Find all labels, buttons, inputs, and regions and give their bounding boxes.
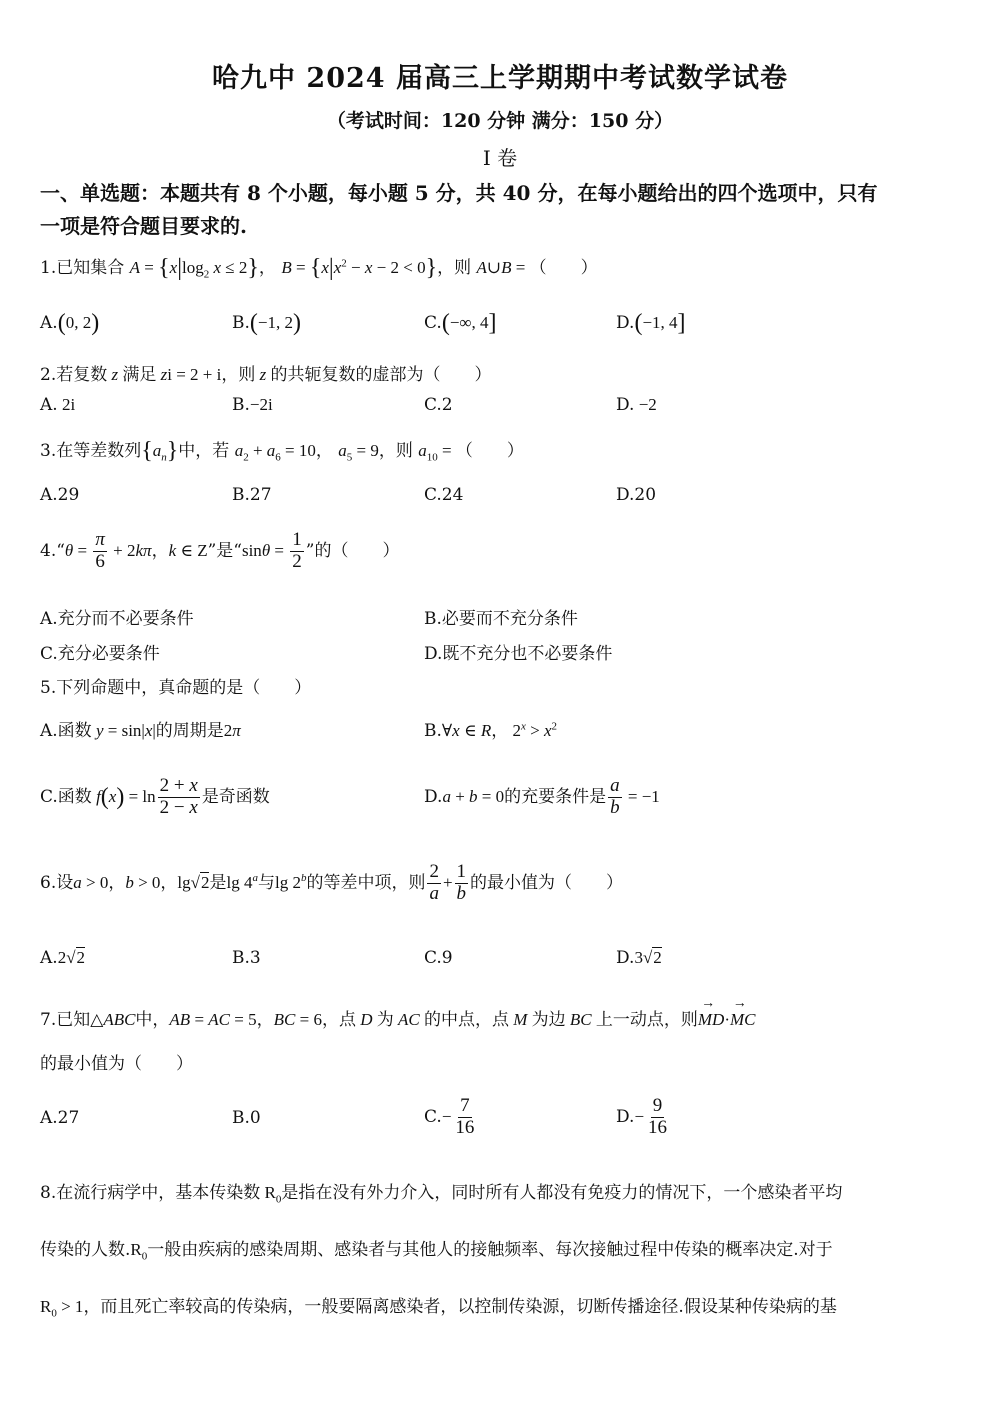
q5-option-c: C.函数 f(x) = ln $\frac{2 + x}{2 - x}$ 是奇函数 — [40, 775, 270, 818]
q1-option-d: D.(−1, 4] — [616, 310, 686, 336]
q1-option-a: A.(0, 2) — [40, 310, 100, 336]
q2-option-a: A. 2i — [40, 395, 76, 415]
exam-subtitle: （考试时间：120 分钟 满分：150 分） — [326, 110, 674, 132]
question-2: 2.若复数 z 满足 zi = 2 + i，则 z 的共轭复数的虚部为（ ） — [40, 365, 492, 385]
q6-option-b: B.3 — [232, 948, 261, 968]
exam-title: 哈九中 2024 届高三上学期期中考试数学试卷 — [212, 63, 788, 94]
q4-option-c: C.充分必要条件 — [40, 644, 160, 664]
q4-option-d: D.既不充分也不必要条件 — [424, 644, 613, 664]
q6-option-c: C.9 — [424, 948, 453, 968]
q4-option-b: B.必要而不充分条件 — [424, 609, 578, 629]
q4-option-a: A.充分而不必要条件 — [40, 609, 194, 629]
q6-option-d: D.3√2 — [616, 948, 662, 968]
q1-option-c: C.(−∞, 4] — [424, 310, 497, 336]
q2-option-b: B.−2i — [232, 395, 273, 415]
q3-option-c: C.24 — [424, 485, 464, 505]
q5-option-d: D.a + b = 0的充要条件是 $\frac{a}{b}$ = −1 — [424, 775, 660, 818]
q2-option-c: C.2 — [424, 395, 453, 415]
section-heading-line2: 一项是符合题目要求的. — [40, 214, 247, 238]
question-8-line3: $R_0 > 1$，而且死亡率较高的传染病，一般要隔离感染者，以控制传染源，切断传播途径.假设某种传染病的基 — [40, 1297, 837, 1320]
q1-option-b: B.(−1, 2) — [232, 310, 301, 336]
question-4: 4.“θ = $\frac{\pi}{6}$ + 2kπ，k ∈ Z”是“sinθ = $\frac{1}{2}$ ”的（ ） — [40, 529, 400, 572]
question-8-line1: 8.在流行病学中，基本传染数 $R_0$是指在没有外力介入，同时所有人都没有免疫力的情况下，一个感染者平均 — [40, 1183, 843, 1206]
question-6: 6.设a > 0，b > 0，lg√2是lg 4$^a$与lg 2$^b$的等差中项，则 $\frac{2}{a}$ + $\frac{1}{b}$ 的最小值为（ ） — [40, 861, 624, 904]
q7-option-c: C.− $\frac{7}{16}$ — [424, 1095, 475, 1138]
question-7: 7.已知△ABC中，AB = AC = 5，BC = 6，点 D 为 AC 的中点，点 M 为边 BC 上一动点，则→ MD·→ MC — [40, 1005, 756, 1030]
question-7-line2: 的最小值为（ ） — [40, 1054, 193, 1074]
q5-option-b: B.∀x ∈ R， $2^x > x^2$ — [424, 720, 557, 741]
section-heading-line1: 一、单选题：本题共有 8 个小题，每小题 5 分，共 40 分，在每小题给出的四个选项中，只有 — [40, 181, 878, 205]
q7-option-b: B.0 — [232, 1108, 261, 1128]
question-3: 3.在等差数列$\{a_n\}$中，若 $a_2 + a_6 = 10$， $a_5 = 9$，则 $a_{10}$ = （ ） — [40, 438, 524, 464]
question-5: 5.下列命题中，真命题的是（ ） — [40, 678, 312, 698]
volume-label: I 卷 — [482, 146, 518, 170]
q7-option-a: A.27 — [40, 1108, 80, 1128]
q5-option-a: A.函数 y = sin|x|的周期是2π — [40, 721, 241, 741]
q2-option-d: D. −2 — [616, 395, 657, 415]
q7-option-d: D.− $\frac{9}{16}$ — [616, 1095, 668, 1138]
question-1: 1.已知集合 $A = \{x|\log_2$ x ≤ 2}， $B = \{x|x^2 - x - 2 < 0\}$，则 A∪B = （ ） — [40, 255, 598, 281]
question-8-line2: 传染的人数$.R_0$一般由疾病的感染周期、感染者与其他人的接触频率、每次接触过程中传染的概率决定.对于 — [40, 1240, 833, 1263]
q3-option-d: D.20 — [616, 485, 657, 505]
q3-option-b: B.27 — [232, 485, 272, 505]
q6-option-a: A.2√2 — [40, 948, 86, 968]
q3-option-a: A.29 — [40, 485, 80, 505]
